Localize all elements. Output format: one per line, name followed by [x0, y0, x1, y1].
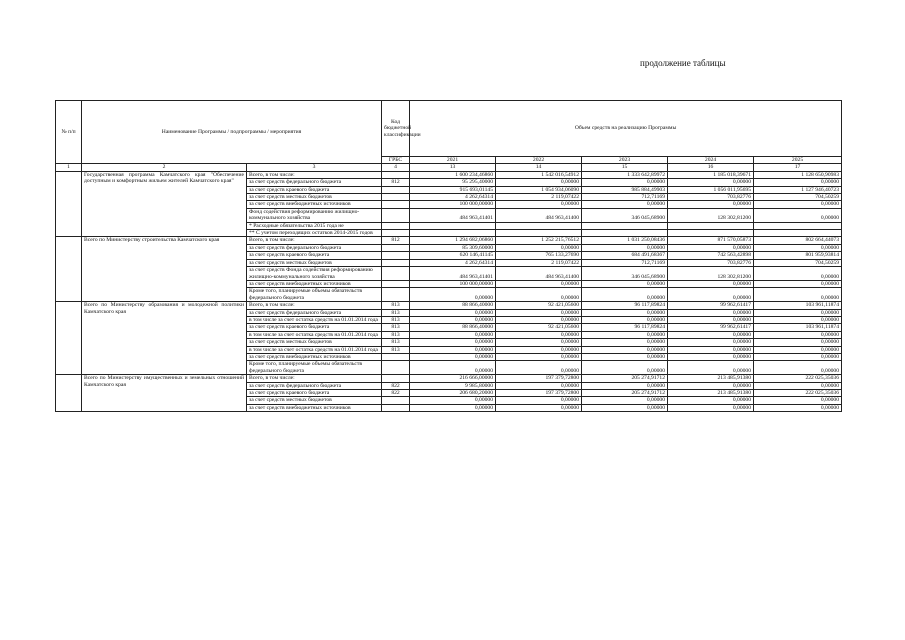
amount-cell: 0,00000 — [668, 404, 754, 411]
amount-cell: 99 962,61417 — [668, 324, 754, 331]
funding-source-label: в том числе за счет остатка средств на 01.01.2014 года — [247, 316, 382, 323]
amount-cell: 1 252 215,76512 — [496, 237, 582, 244]
column-number: 14 — [496, 164, 582, 171]
amount-cell: 0,00000 — [668, 353, 754, 360]
row-number-cell — [56, 237, 82, 302]
amount-cell: 801 959,93814 — [754, 252, 842, 259]
grbs-code — [382, 259, 410, 266]
funding-source-label: за счет средств федерального бюджета — [247, 309, 382, 316]
funding-source-label: за счет средств Фонда содействия реформированию жилищно-коммунального хозяйства — [247, 267, 382, 281]
amount-cell: 0,00000 — [410, 353, 496, 360]
amount-cell: 205 274,91712 — [582, 375, 668, 382]
funding-source-label: в том числе за счет остатка средств на 01.01.2014 года — [247, 331, 382, 338]
grbs-code — [382, 361, 410, 375]
amount-cell: 0,00000 — [754, 208, 842, 222]
grbs-code — [382, 353, 410, 360]
amount-cell: 871 570,05873 — [668, 237, 754, 244]
amount-cell — [668, 222, 754, 229]
amount-cell: 4 262,64314 — [410, 259, 496, 266]
amount-cell: 205 274,91712 — [582, 390, 668, 397]
amount-cell: 0,00000 — [582, 382, 668, 389]
amount-cell: 0,00000 — [410, 361, 496, 375]
header-funding-volume: Объем средств на реализацию Программы — [410, 101, 842, 157]
amount-cell: 0,00000 — [668, 316, 754, 323]
amount-cell: 1 128 650,90983 — [754, 171, 842, 178]
grbs-code — [382, 186, 410, 193]
amount-cell — [754, 230, 842, 237]
amount-cell: 0,00000 — [754, 404, 842, 411]
amount-cell: 0,00000 — [582, 309, 668, 316]
amount-cell: 0,00000 — [410, 309, 496, 316]
amount-cell: 0,00000 — [496, 288, 582, 302]
amount-cell: 0,00000 — [668, 288, 754, 302]
funding-source-label: за счет средств внебюджетных источников — [247, 404, 382, 411]
funding-source-label: ** С учетом переходящих остатков 2014-2015 годов — [247, 230, 382, 237]
amount-cell: 213 485,91380 — [668, 375, 754, 382]
funding-source-label: за счет средств внебюджетных источников — [247, 353, 382, 360]
amount-cell: 0,00000 — [668, 179, 754, 186]
amount-cell: 1 056 011,95695 — [668, 186, 754, 193]
amount-cell: 0,00000 — [496, 316, 582, 323]
table-row — [56, 375, 842, 382]
amount-cell: 0,00000 — [668, 309, 754, 316]
funding-source-label: Всего, в том числе: — [247, 302, 382, 309]
table-row — [56, 237, 842, 244]
grbs-code — [382, 201, 410, 208]
amount-cell: 100 000,00000 — [410, 280, 496, 287]
amount-cell: 206 680,20000 — [410, 390, 496, 397]
amount-cell: 216 666,00000 — [410, 375, 496, 382]
grbs-code — [382, 280, 410, 287]
amount-cell: 103 961,11874 — [754, 302, 842, 309]
column-number: 17 — [754, 164, 842, 171]
grbs-code: 813 — [382, 339, 410, 346]
amount-cell: 0,00000 — [754, 280, 842, 287]
grbs-code: 813 — [382, 324, 410, 331]
funding-source-label: за счет средств местных бюджетов — [247, 194, 382, 201]
amount-cell — [410, 230, 496, 237]
program-title: Государственная программа Камчатского края "Обеспечение доступным и комфортным жильем жителей Камчатского края" — [82, 171, 247, 237]
funding-source-label: за счет средств краевого бюджета — [247, 324, 382, 331]
amount-cell: 222 025,35036 — [754, 390, 842, 397]
amount-cell: 0,00000 — [496, 280, 582, 287]
amount-cell — [668, 230, 754, 237]
grbs-code — [382, 222, 410, 229]
amount-cell: 0,00000 — [496, 404, 582, 411]
header-year: 2024 — [668, 157, 754, 164]
column-number-row — [56, 164, 842, 171]
funding-source-label: за счет средств краевого бюджета — [247, 390, 382, 397]
grbs-code — [382, 404, 410, 411]
funding-source-label: за счет средств местных бюджетов — [247, 339, 382, 346]
amount-cell: 0,00000 — [582, 201, 668, 208]
amount-cell: 703,82776 — [668, 194, 754, 201]
grbs-code — [382, 375, 410, 382]
amount-cell: 0,00000 — [754, 382, 842, 389]
amount-cell — [582, 222, 668, 229]
grbs-code — [382, 171, 410, 178]
amount-cell: 1 185 018,39671 — [668, 171, 754, 178]
amount-cell: 0,00000 — [496, 361, 582, 375]
amount-cell: 100 000,00000 — [410, 201, 496, 208]
table-continuation-caption: продолжение таблицы — [640, 58, 726, 68]
header-year: 2022 — [496, 157, 582, 164]
amount-cell: 96 117,89824 — [582, 302, 668, 309]
amount-cell: 0,00000 — [410, 339, 496, 346]
amount-cell: 1 333 642,89972 — [582, 171, 668, 178]
column-number: 1 — [56, 164, 82, 171]
table-row — [56, 302, 842, 309]
amount-cell: 0,00000 — [754, 346, 842, 353]
amount-cell: 0,00000 — [754, 331, 842, 338]
funding-source-label: за счет средств внебюджетных источников — [247, 201, 382, 208]
amount-cell: 0,00000 — [668, 397, 754, 404]
amount-cell: 704,50259 — [754, 194, 842, 201]
amount-cell: 0,00000 — [754, 244, 842, 251]
amount-cell: 88 866,40000 — [410, 324, 496, 331]
amount-cell: 484 963,41401 — [410, 208, 496, 222]
amount-cell: 985 884,49903 — [582, 186, 668, 193]
funding-source-label: Кроме того, планируемые объемы обязательств федерального бюджета — [247, 361, 382, 375]
amount-cell: 0,00000 — [582, 280, 668, 287]
amount-cell: 0,00000 — [668, 346, 754, 353]
amount-cell: 712,71169 — [582, 194, 668, 201]
grbs-code: 813 — [382, 346, 410, 353]
amount-cell: 1 054 934,06090 — [496, 186, 582, 193]
amount-cell — [582, 230, 668, 237]
amount-cell: 1 294 682,06860 — [410, 237, 496, 244]
amount-cell: 0,00000 — [754, 339, 842, 346]
amount-cell: 0,00000 — [582, 244, 668, 251]
amount-cell: 0,00000 — [582, 288, 668, 302]
amount-cell: 802 664,44073 — [754, 237, 842, 244]
amount-cell: 0,00000 — [668, 280, 754, 287]
amount-cell: 0,00000 — [582, 179, 668, 186]
amount-cell: 0,00000 — [496, 353, 582, 360]
amount-cell: 0,00000 — [496, 179, 582, 186]
amount-cell: 0,00000 — [582, 331, 668, 338]
grbs-code: 812 — [382, 179, 410, 186]
amount-cell: 2 119,07422 — [496, 194, 582, 201]
amount-cell: 4 262,64314 — [410, 194, 496, 201]
amount-cell: 0,00000 — [754, 397, 842, 404]
amount-cell: 2 119,07422 — [496, 259, 582, 266]
amount-cell: 0,00000 — [754, 361, 842, 375]
amount-cell: 0,00000 — [582, 397, 668, 404]
amount-cell: 0,00000 — [668, 201, 754, 208]
funding-source-label: за счет средств краевого бюджета — [247, 186, 382, 193]
grbs-code: 813 — [382, 331, 410, 338]
grbs-code: 813 — [382, 309, 410, 316]
amount-cell: 0,00000 — [754, 288, 842, 302]
amount-cell — [410, 222, 496, 229]
grbs-code — [382, 267, 410, 281]
amount-cell: 128 302,81200 — [668, 267, 754, 281]
amount-cell: 0,00000 — [496, 397, 582, 404]
amount-cell: 0,00000 — [668, 382, 754, 389]
amount-cell: 0,00000 — [410, 316, 496, 323]
amount-cell: 213 485,91380 — [668, 390, 754, 397]
amount-cell: 1 542 016,54912 — [496, 171, 582, 178]
amount-cell: 0,00000 — [754, 316, 842, 323]
header-year: 2021 — [410, 157, 496, 164]
funding-source-label: Всего, в том числе: — [247, 237, 382, 244]
funding-source-label: за счет средств местных бюджетов — [247, 259, 382, 266]
amount-cell: 0,00000 — [496, 244, 582, 251]
amount-cell: 197 379,72800 — [496, 390, 582, 397]
amount-cell: 0,00000 — [754, 201, 842, 208]
grbs-code — [382, 397, 410, 404]
amount-cell: 0,00000 — [496, 339, 582, 346]
amount-cell: 92 421,05600 — [496, 302, 582, 309]
amount-cell: 103 961,11874 — [754, 324, 842, 331]
program-funding-table — [55, 100, 842, 412]
funding-source-label: Фонд содействия реформированию жилищно-коммунального хозяйства — [247, 208, 382, 222]
amount-cell: 0,00000 — [582, 346, 668, 353]
funding-source-label: за счет средств федерального бюджета — [247, 244, 382, 251]
amount-cell: 197 379,72800 — [496, 375, 582, 382]
amount-cell: 9 985,80000 — [410, 382, 496, 389]
grbs-code — [382, 252, 410, 259]
amount-cell: 0,00000 — [582, 339, 668, 346]
amount-cell: 96 117,89824 — [582, 324, 668, 331]
amount-cell: 712,71169 — [582, 259, 668, 266]
amount-cell: 0,00000 — [668, 361, 754, 375]
grbs-code: 822 — [382, 382, 410, 389]
amount-cell — [754, 222, 842, 229]
header-year: 2025 — [754, 157, 842, 164]
amount-cell: 0,00000 — [668, 244, 754, 251]
amount-cell: 765 133,27690 — [496, 252, 582, 259]
amount-cell: 0,00000 — [754, 353, 842, 360]
grbs-code — [382, 230, 410, 237]
amount-cell: 704,50259 — [754, 259, 842, 266]
amount-cell: 0,00000 — [410, 288, 496, 302]
amount-cell: 1 127 946,40723 — [754, 186, 842, 193]
amount-cell: 0,00000 — [668, 331, 754, 338]
header-grbs: ГРБС — [382, 157, 410, 164]
amount-cell: 0,00000 — [754, 309, 842, 316]
funding-source-label: Кроме того, планируемые объемы обязательств федерального бюджета — [247, 288, 382, 302]
amount-cell: 1 031 250,08436 — [582, 237, 668, 244]
amount-cell: 222 025,35036 — [754, 375, 842, 382]
grbs-code: 822 — [382, 390, 410, 397]
funding-source-label: за счет средств местных бюджетов — [247, 397, 382, 404]
amount-cell: 0,00000 — [582, 353, 668, 360]
row-number-cell — [56, 375, 82, 412]
program-title: Всего по Министерству образования и молодежной политики Камчатского края — [82, 302, 247, 375]
amount-cell: 0,00000 — [496, 331, 582, 338]
row-number-cell — [56, 302, 82, 375]
grbs-code — [382, 288, 410, 302]
amount-cell — [496, 222, 582, 229]
row-number-cell — [56, 171, 82, 237]
funding-source-label: Всего, в том числе: — [247, 375, 382, 382]
amount-cell: 0,00000 — [410, 404, 496, 411]
amount-cell: 85 309,60000 — [410, 244, 496, 251]
amount-cell: 620 146,41145 — [410, 252, 496, 259]
amount-cell: 0,00000 — [754, 179, 842, 186]
amount-cell: 92 421,05600 — [496, 324, 582, 331]
amount-cell: 1 600 234,46860 — [410, 171, 496, 178]
header-program-name: Наименование Программы / подпрограммы / мероприятия — [82, 101, 382, 164]
amount-cell: 0,00000 — [754, 267, 842, 281]
amount-cell: 484 963,41401 — [410, 267, 496, 281]
column-number: 3 — [247, 164, 382, 171]
amount-cell: 88 866,40000 — [410, 302, 496, 309]
amount-cell: 0,00000 — [410, 346, 496, 353]
funding-source-label: за счет средств федерального бюджета — [247, 382, 382, 389]
funding-source-label: * Расходные обязательства 2015 года не — [247, 222, 382, 229]
amount-cell: 95 295,40000 — [410, 179, 496, 186]
program-title: Всего по Министерству имущественных и земельных отношений Камчатского края — [82, 375, 247, 412]
column-number: 4 — [382, 164, 410, 171]
amount-cell: 484 963,41400 — [496, 208, 582, 222]
amount-cell: 346 045,68900 — [582, 267, 668, 281]
amount-cell: 0,00000 — [582, 361, 668, 375]
funding-source-label: в том числе за счет остатка средств на 01.01.2014 года — [247, 346, 382, 353]
column-number: 2 — [82, 164, 247, 171]
amount-cell: 0,00000 — [410, 397, 496, 404]
amount-cell — [496, 230, 582, 237]
funding-source-label: за счет средств краевого бюджета — [247, 252, 382, 259]
column-number: 13 — [410, 164, 496, 171]
amount-cell: 0,00000 — [496, 382, 582, 389]
amount-cell: 0,00000 — [496, 201, 582, 208]
program-title: Всего по Министерству строительства Камчатского края — [82, 237, 247, 302]
header-budget-code: Код бюджетной классификации — [382, 101, 410, 157]
grbs-code: 813 — [382, 316, 410, 323]
amount-cell: 484 963,41400 — [496, 267, 582, 281]
funding-source-label: за счет средств внебюджетных источников — [247, 280, 382, 287]
amount-cell: 684 491,68367 — [582, 252, 668, 259]
amount-cell: 99 962,61417 — [668, 302, 754, 309]
grbs-code: 812 — [382, 237, 410, 244]
column-number: 16 — [668, 164, 754, 171]
column-number: 15 — [582, 164, 668, 171]
grbs-code — [382, 244, 410, 251]
amount-cell: 0,00000 — [496, 346, 582, 353]
amount-cell: 0,00000 — [496, 309, 582, 316]
amount-cell: 742 563,42898 — [668, 252, 754, 259]
amount-cell: 0,00000 — [668, 339, 754, 346]
amount-cell: 346 045,68900 — [582, 208, 668, 222]
amount-cell: 0,00000 — [582, 404, 668, 411]
funding-source-label: за счет средств федерального бюджета — [247, 179, 382, 186]
amount-cell: 0,00000 — [410, 331, 496, 338]
header-year: 2023 — [582, 157, 668, 164]
table-row — [56, 171, 842, 178]
funding-source-label: Всего, в том числе: — [247, 171, 382, 178]
amount-cell: 0,00000 — [582, 316, 668, 323]
header-number: № п/п — [56, 101, 82, 164]
grbs-code — [382, 208, 410, 222]
amount-cell: 703,82776 — [668, 259, 754, 266]
amount-cell: 128 302,81200 — [668, 208, 754, 222]
grbs-code — [382, 194, 410, 201]
grbs-code: 813 — [382, 302, 410, 309]
amount-cell: 915 693,01145 — [410, 186, 496, 193]
